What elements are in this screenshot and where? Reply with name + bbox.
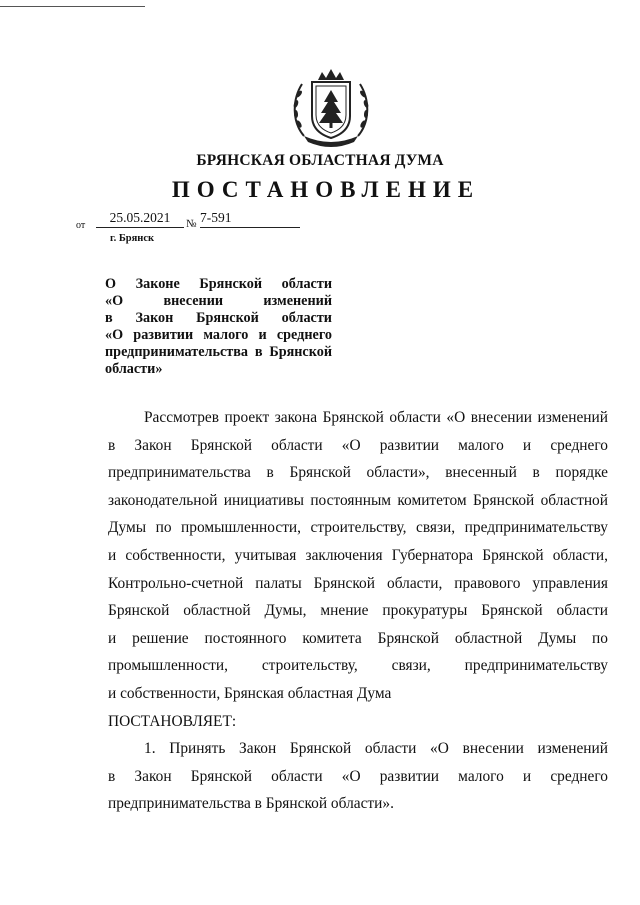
preamble-line: Рассмотрев проект закона Брянской области «О внесении изменений — [144, 409, 608, 426]
document-type-title: ПОСТАНОВЛЕНИЕ — [171, 177, 481, 202]
subject-line: области» — [105, 361, 163, 377]
preamble-line: промышленности, строительству, связи, предпринимательству — [108, 657, 608, 675]
subject-line: «О развитии малого и среднего — [105, 327, 332, 343]
preamble-line: законодательной инициативы постоянным комитетом Брянской областной — [108, 491, 608, 509]
number-label: № — [186, 218, 197, 230]
document-body — [108, 404, 608, 818]
subject-line: предпринимательства в Брянской — [105, 344, 332, 360]
top-rule — [0, 6, 145, 7]
item-line: в Закон Брянской области «О развитии малого и среднего — [108, 767, 608, 785]
coat-of-arms-emblem — [290, 66, 372, 150]
date-from-label: от — [76, 220, 86, 231]
preamble-paragraph — [108, 404, 608, 708]
preamble-line: и решение постоянного комитета Брянской областной Думы по — [108, 629, 608, 647]
document-number: 7-591 — [200, 210, 300, 228]
organization-name: БРЯНСКАЯ ОБЛАСТНАЯ ДУМА — [196, 152, 444, 169]
preamble-line: и собственности, Брянская областная Дума — [108, 684, 392, 702]
document-date: 25.05.2021 — [96, 210, 184, 228]
item-line: 1. Принять Закон Брянской области «О внесении изменений — [144, 740, 608, 758]
preamble-line: и собственности, учитывая заключения Губернатора Брянской области, — [108, 546, 608, 564]
subject-line: в Закон Брянской области — [105, 310, 332, 326]
resolution-item-1 — [108, 735, 608, 818]
preamble-line: в Закон Брянской области «О развитии малого и среднего — [108, 436, 608, 454]
preamble-line: предпринимательства в Брянской области», внесенный в порядке — [108, 464, 608, 482]
preamble-line: Контрольно-счетной палаты Брянской области, правового управления — [108, 574, 608, 592]
item-line: предпринимательства в Брянской области». — [108, 795, 394, 813]
document-city: г. Брянск — [110, 233, 155, 244]
preamble-line: Думы по промышленности, строительству, связи, предпринимательству — [108, 519, 608, 537]
subject-line: «О внесении изменений — [105, 293, 332, 309]
resolves-label: ПОСТАНОВЛЯЕТ: — [108, 712, 237, 730]
subject-line: О Законе Брянской области — [105, 276, 332, 292]
preamble-line: Брянской областной Думы, мнение прокуратуры Брянской области — [108, 602, 608, 620]
document-subject — [105, 276, 332, 378]
document-meta — [0, 210, 640, 250]
